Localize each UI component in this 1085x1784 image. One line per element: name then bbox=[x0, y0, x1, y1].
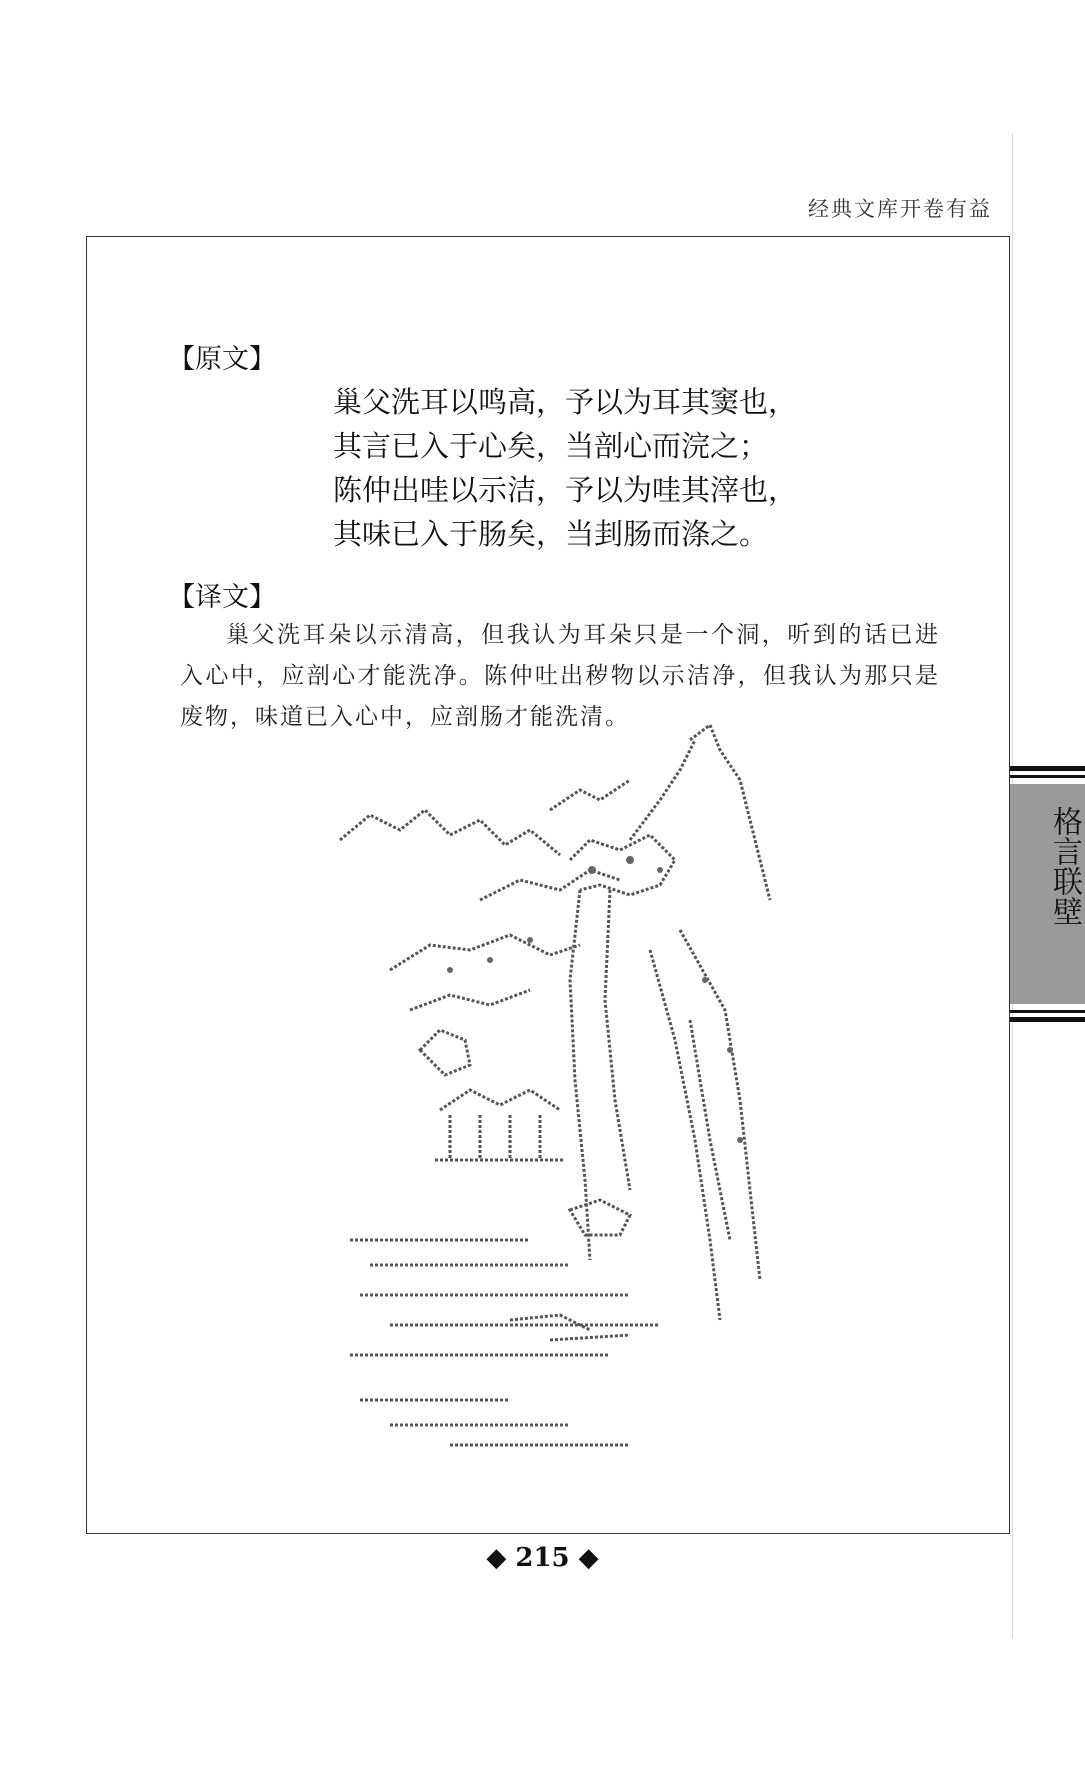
tab-bottom-rule-thick bbox=[1010, 1017, 1085, 1022]
translation-paragraph: 巢父洗耳朵以示清高，但我认为耳朵只是一个洞，听到的话已进入心中，应剖心才能洗净。陈仲吐出秽物以示洁净，但我认为那只是废物，味道已入心中，应剖肠才能洗清。 bbox=[180, 622, 940, 730]
original-text-heading: 【原文】 bbox=[168, 344, 276, 375]
poem-line: 其味已入于肠矣，当刲肠而涤之。 bbox=[333, 517, 769, 551]
running-header: 经典文库开卷有益 bbox=[808, 197, 992, 221]
chapter-side-tab bbox=[1010, 766, 1085, 1024]
original-poem bbox=[333, 380, 797, 556]
tab-top-rule-thin bbox=[1010, 775, 1085, 778]
translation-heading: 【译文】 bbox=[168, 582, 276, 613]
chapter-title: 格言联壁 bbox=[1047, 806, 1082, 926]
page-number: ◆ 215 ◆ bbox=[486, 1543, 599, 1573]
ink-landscape-illustration bbox=[330, 720, 830, 1460]
tab-bottom-rule-thin bbox=[1010, 1010, 1085, 1013]
poem-line: 陈仲出哇以示洁，予以为哇其滓也， bbox=[333, 473, 798, 507]
tab-top-rule-thick bbox=[1010, 766, 1085, 771]
poem-line: 其言已入于心矣，当剖心而浣之； bbox=[333, 429, 769, 463]
poem-line: 巢父洗耳以鸣高，予以为耳其窦也， bbox=[333, 385, 798, 419]
